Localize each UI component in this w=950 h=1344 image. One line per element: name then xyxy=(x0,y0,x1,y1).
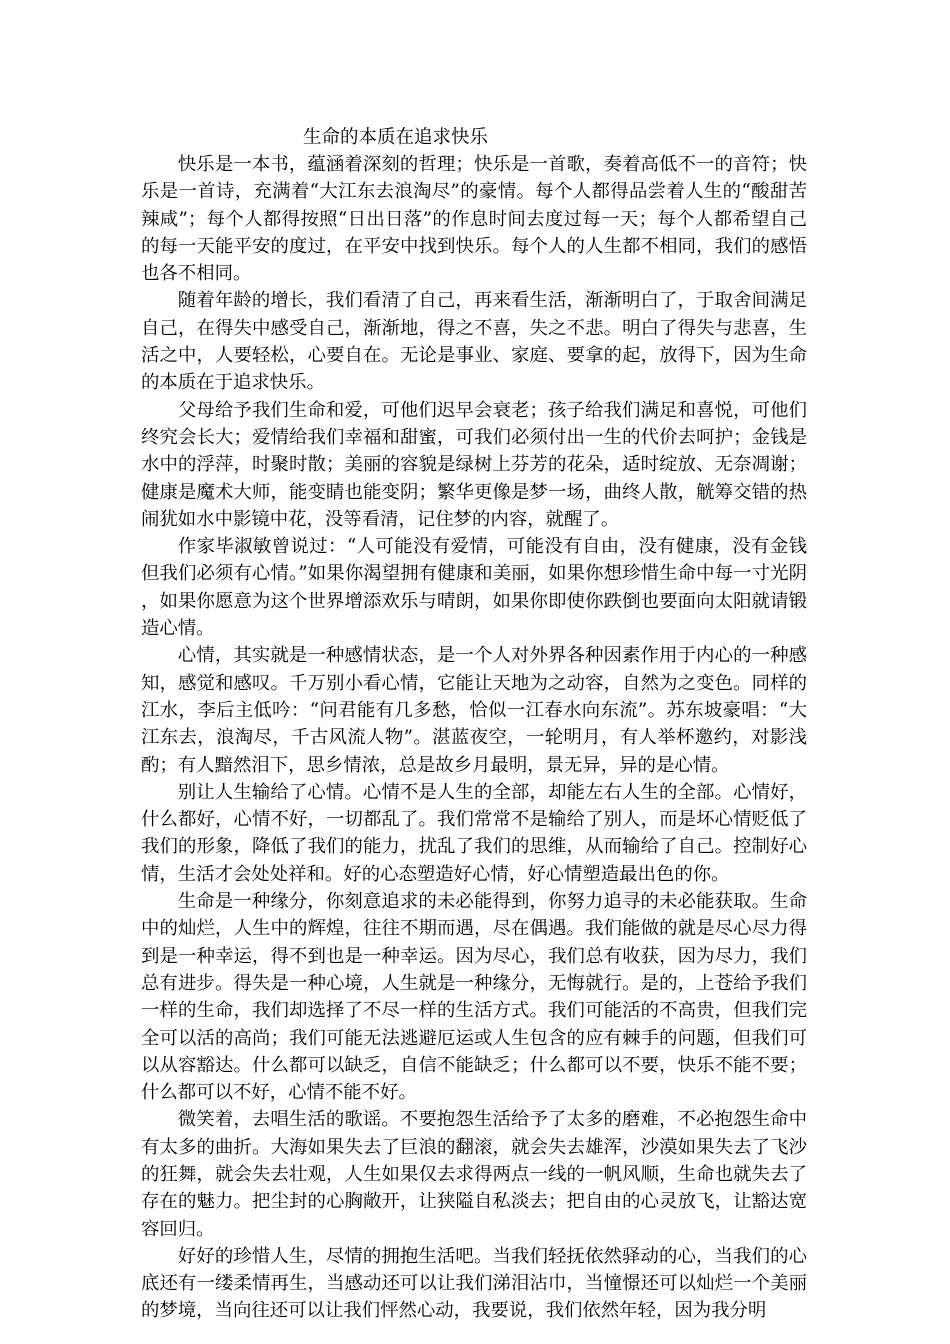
paragraph: 快乐是一本书，蕴涵着深刻的哲理；快乐是一首歌，奏着高低不一的音符；快乐是一首诗，充满着“大江东去浪淘尽”的豪情。每个人都得品尝着人生的“酸甜苦辣咸”；每个人都得按照“日出日落”的作息时间去度过每一天；每个人都希望自己的每一天能平安的度过，在平安中找到快乐。每个人的人生都不相同，我们的感悟也各不相同。 xyxy=(141,154,807,285)
paragraph: 随着年龄的增长，我们看清了自己，再来看生活，渐渐明白了，于取舍间满足自己，在得失中感受自己，渐渐地，得之不喜，失之不悲。明白了得失与悲喜，生活之中，人要轻松，心要自在。无论是事业、家庭、要拿的起，放得下，因为生命的本质在于追求快乐。 xyxy=(141,290,807,394)
paragraph: 作家毕淑敏曾说过：“人可能没有爱情，可能没有自由，没有健康，没有金钱但我们必须有心情。”如果你渴望拥有健康和美丽，如果你想珍惜生命中每一寸光阴，如果你愿意为这个世界增添欢乐与晴朗，如果你即使你跌倒也要面向太阳就请锻造心情。 xyxy=(141,536,807,640)
paragraph: 别让人生输给了心情。心情不是人生的全部，却能左右人生的全部。心情好，什么都好，心情不好，一切都乱了。我们常常不是输给了别人，而是坏心情贬低了我们的形象，降低了我们的能力，扰乱了我们的思维，从而输给了自己。控制好心情，生活才会处处祥和。好的心态塑造好心情，好心情塑造最出色的你。 xyxy=(141,781,807,885)
paragraph: 父母给予我们生命和爱，可他们迟早会衰老；孩子给我们满足和喜悦，可他们终究会长大；爱情给我们幸福和甜蜜，可我们必须付出一生的代价去呵护；金钱是水中的浮萍，时聚时散；美丽的容貌是绿树上芬芳的花朵，适时绽放、无奈凋谢；健康是魔术大师，能变睛也能变阴；繁华更像是梦一场，曲终人散，觥筹交错的热闹犹如水中影镜中花，没等看清，记住梦的内容，就醒了。 xyxy=(141,399,807,530)
paragraph: 微笑着，去唱生活的歌谣。不要抱怨生活给予了太多的磨难，不必抱怨生命中有太多的曲折。大海如果失去了巨浪的翻滚，就会失去雄浑，沙漠如果失去了飞沙的狂舞，就会失去壮观，人生如果仅去求得两点一线的一帆风顺，生命也就失去了存在的魅力。把尘封的心胸敞开，让狭隘自私淡去；把自由的心灵放飞，让豁达宽容回归。 xyxy=(141,1109,807,1240)
document-body xyxy=(141,151,807,1325)
document-title: 生命的本质在追求快乐 xyxy=(303,127,489,148)
paragraph: 好好的珍惜人生，尽情的拥抱生活吧。当我们轻抚依然驿动的心，当我们的心底还有一缕柔情再生，当感动还可以让我们涕泪沾巾，当憧憬还可以灿烂一个美丽的梦境，当向往还可以让我们怦然心动，我要说，我们依然年轻，因为我分明 xyxy=(141,1245,807,1322)
paragraph: 生命是一种缘分，你刻意追求的未必能得到，你努力追寻的未必能获取。生命中的灿烂，人生中的辉煌，往往不期而遇，尽在偶遇。我们能做的就是尽心尽力得到是一种幸运，得不到也是一种幸运。因为尽心，我们总有收获，因为尽力，我们总有进步。得失是一种心境，人生就是一种缘分，无悔就行。是的，上苍给予我们一样的生命，我们却选择了不尽一样的生活方式。我们可能活的不高贵，但我们完全可以活的高尚；我们可能无法逃避厄运或人生包含的应有棘手的问题，但我们可以从容豁达。什么都可以缺乏，自信不能缺乏；什么都可以不要，快乐不能不要；什么都可以不好，心情不能不好。 xyxy=(141,891,807,1104)
paragraph: 心情，其实就是一种感情状态，是一个人对外界各种因素作用于内心的一种感知，感觉和感叹。千万别小看心情，它能让天地为之动容，自然为之变色。同样的江水，李后主低吟：“问君能有几多愁，恰似一江春水向东流”。苏东坡豪唱：“大江东去，浪淘尽，千古风流人物”。湛蓝夜空，一轮明月，有人举杯邀约，对影浅酌；有人黯然泪下，思乡情浓，总是故乡月最明，景无异，异的是心情。 xyxy=(141,645,807,776)
